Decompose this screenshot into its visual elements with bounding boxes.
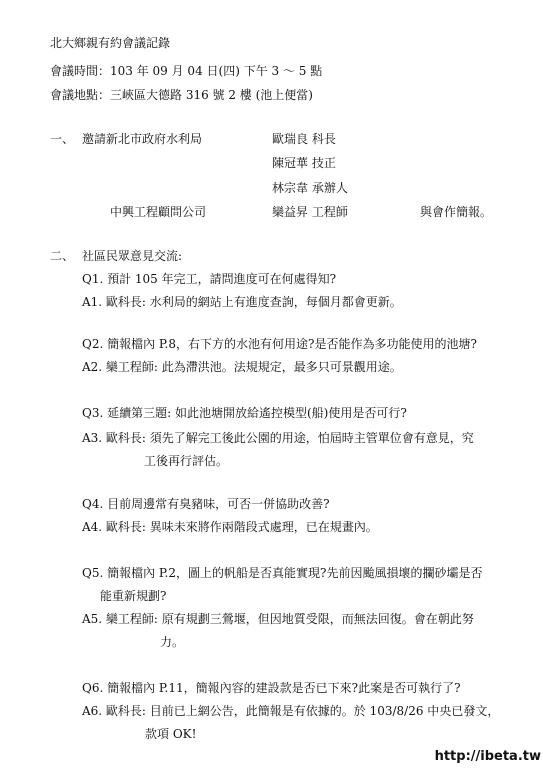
meeting-time: 會議時間：103 年 09 月 04 日(四) 下午 3 ～ 5 點 bbox=[50, 64, 323, 78]
question-1: Q1. 預計 105 年完工，請問進度可在何處得知? bbox=[82, 272, 337, 286]
attendee-1: 歐瑞良 科長 bbox=[272, 132, 336, 146]
answer-2: A2. 欒工程師: 此為滯洪池。法規規定，最多只可景觀用途。 bbox=[82, 360, 402, 374]
organization-consultant: 中興工程顧問公司 bbox=[110, 205, 207, 219]
answer-4: A4. 歐科長: 異味未來將作兩階段式處理，已在規畫內。 bbox=[82, 520, 378, 534]
attendee-2: 陳冠華 技正 bbox=[272, 156, 336, 170]
watermark-url: http://ibeta.tw bbox=[434, 749, 541, 764]
document-title: 北大鄉親有約會議記錄 bbox=[50, 36, 171, 50]
question-6: Q6. 簡報檔內 P.11，簡報內容的建設款是否已下來?此案是否可執行了? bbox=[82, 681, 461, 695]
question-4: Q4. 目前周邊常有臭豬味，可否一併協助改善? bbox=[82, 497, 330, 511]
answer-5-continued: 力。 bbox=[160, 635, 185, 649]
answer-3: A3. 歐科長: 須先了解完工後此公園的用途，怕屆時主管單位會有意見，究 bbox=[82, 431, 474, 445]
section-2-title: 社區民眾意見交流: bbox=[82, 249, 183, 263]
question-2: Q2. 簡報檔內 P.8，右下方的水池有何用途?是否能作為多功能使用的池塘? bbox=[82, 337, 477, 351]
attendee-4: 欒益昇 工程師 bbox=[272, 205, 348, 219]
section-1-number: 一、 bbox=[50, 132, 75, 146]
meeting-place: 會議地點：三峽區大德路 316 號 2 樓 (池上便當) bbox=[50, 88, 313, 102]
organization-water-bureau: 邀請新北市政府水利局 bbox=[82, 132, 203, 146]
answer-6: A6. 歐科長: 目前已上網公告，此簡報是有依據的。於 103/8/26 中央已發文， bbox=[82, 704, 500, 718]
answer-6-continued: 款項 OK! bbox=[145, 727, 197, 741]
question-3: Q3. 延續第三題: 如此池塘開放給遙控模型(船)使用是否可行? bbox=[82, 406, 407, 420]
attendee-3: 林宗韋 承辦人 bbox=[272, 181, 348, 195]
briefing-note: 與會作簡報。 bbox=[420, 205, 493, 219]
answer-3-continued: 工後再行評估。 bbox=[144, 454, 229, 468]
question-5-continued: 能重新規劃? bbox=[100, 589, 167, 603]
answer-1: A1. 歐科長: 水利局的網站上有進度查詢，每個月都會更新。 bbox=[82, 295, 402, 309]
section-2-number: 二、 bbox=[50, 249, 75, 263]
answer-5: A5. 欒工程師: 原有規劃三鶯堰，但因地質受限，而無法回復。會在朝此努 bbox=[82, 612, 474, 626]
question-5: Q5. 簡報檔內 P.2，圖上的帆船是否真能實現?先前因颱風損壞的攔砂壩是否 bbox=[82, 566, 483, 580]
